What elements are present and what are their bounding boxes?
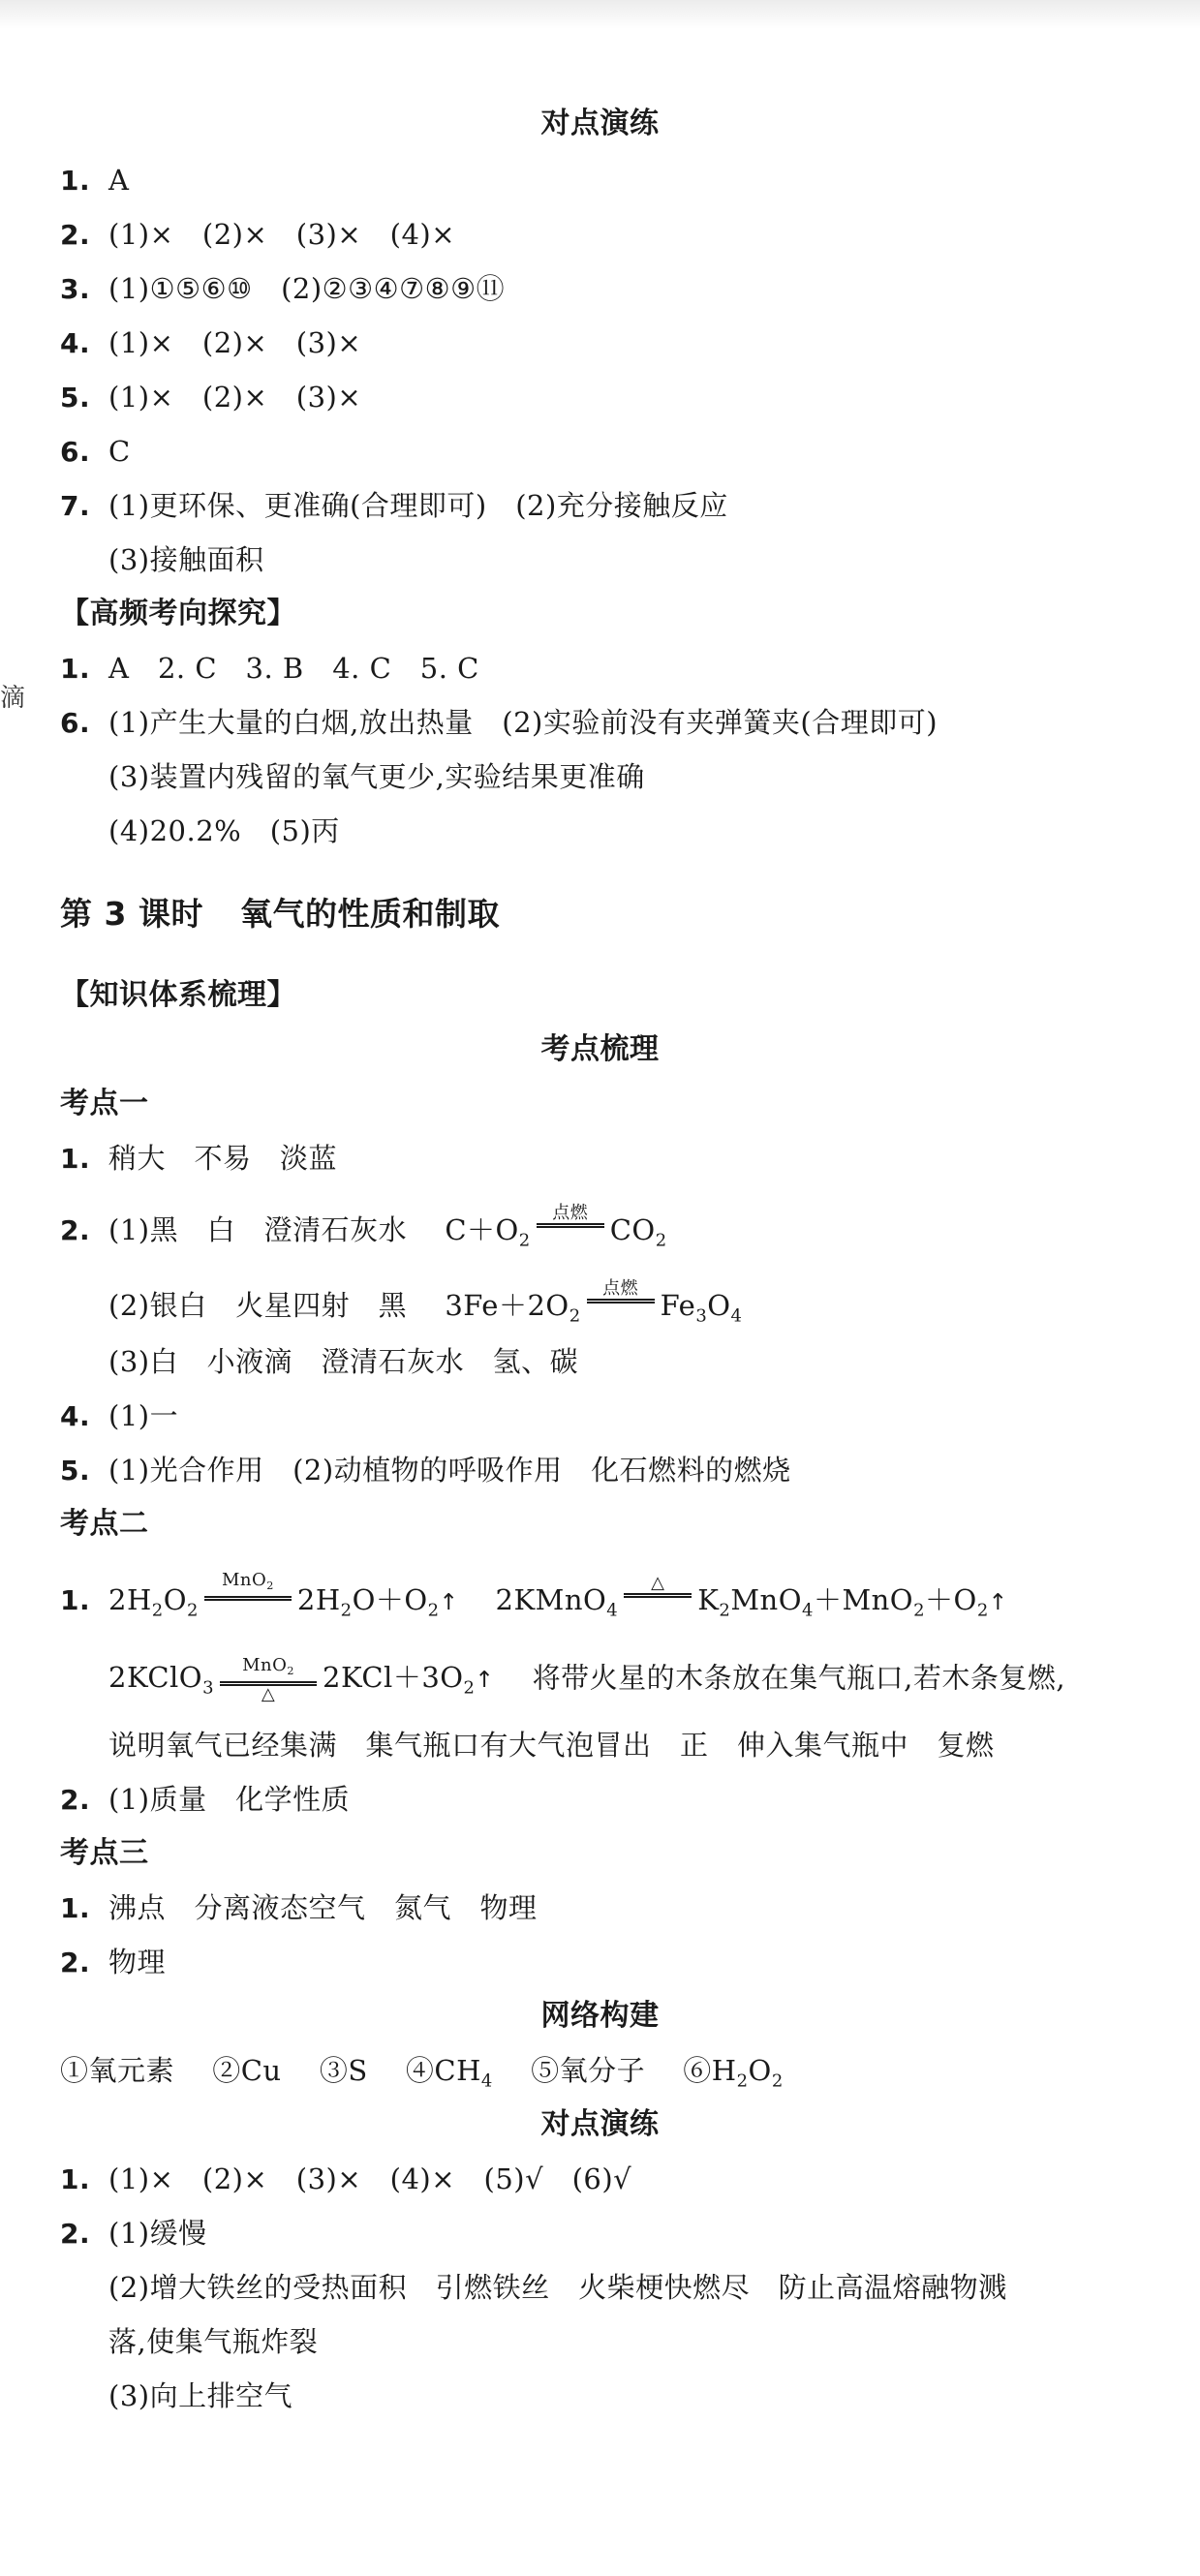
item-number: 5.: [60, 382, 91, 414]
network-item: ②Cu: [212, 2054, 282, 2087]
equation-h2o2: $2H_2O_2$ MnO$_2$ $2H_2O+O_2↑$: [108, 1570, 459, 1621]
answer-text: (1)缓慢: [108, 2217, 207, 2250]
answer-line: [60, 1451, 1171, 1490]
answer-line: [60, 1396, 1171, 1436]
equation-kmno4: 2KMnO$_4$ △ $K_2MnO_4+MnO_2+O_2↑$: [495, 1572, 1008, 1621]
reaction-condition: MnO$_2$: [204, 1571, 292, 1618]
lesson-title: 氧气的性质和制取: [239, 895, 500, 933]
answer-line: [60, 161, 1171, 200]
answer-line: [60, 215, 1171, 255]
answer-text: 将带火星的木条放在集气瓶口,若木条复燃,: [532, 1661, 1066, 1695]
answer-continuation: 落,使集气瓶炸裂: [108, 2325, 319, 2358]
answer-text: (1)一: [108, 1399, 179, 1432]
answer-line: [60, 2214, 1171, 2254]
point-heading-1: 考点一: [60, 1087, 149, 1120]
network-item: ③S: [319, 2054, 368, 2087]
answer-text: (1)× (2)× (3)×: [108, 381, 362, 414]
section-title-practice: 对点演练: [540, 107, 660, 140]
answer-line: [60, 432, 1171, 472]
network-item: ①氧元素: [60, 2054, 175, 2087]
answer-line: [60, 378, 1171, 417]
answer-line: [60, 1780, 1171, 1820]
answer-line: [60, 1888, 1171, 1928]
point-heading-2: 考点二: [60, 1507, 149, 1541]
answer-text: (1)× (2)× (3)× (4)×: [108, 218, 456, 251]
answer-text: 物理: [108, 1946, 167, 1978]
answer-continuation: (2)增大铁丝的受热面积 引燃铁丝 火柴梗快燃尽 防止高温熔融物溅: [108, 2271, 1007, 2304]
answer-text: C: [108, 435, 131, 468]
item-number: 1.: [60, 165, 91, 197]
answer-text: (1)①⑤⑥⑩ (2)②③④⑦⑧⑨⑪: [108, 272, 506, 305]
answer-continuation: (3)向上排空气: [108, 2379, 293, 2412]
item-number: 1.: [60, 653, 91, 685]
equation-kclo3: 2KClO$_3$ MnO$_2$ △ $2KCl+3O_2↑$: [108, 1655, 495, 1704]
reaction-condition: △: [624, 1574, 692, 1615]
item-number: 5.: [60, 1455, 91, 1487]
answer-line: [60, 269, 1171, 309]
item-number: 1.: [60, 1143, 91, 1175]
reaction-condition: 点燃: [587, 1279, 655, 1321]
item-number: 7.: [60, 490, 91, 522]
network-item: ⑤氧分子: [531, 2054, 646, 2087]
item-number: 4.: [60, 1400, 91, 1432]
margin-fragment: 滴: [0, 684, 26, 713]
answer-line: [60, 323, 1171, 363]
item-number: 1.: [60, 1892, 91, 1924]
answer-text: (1)产生大量的白烟,放出热量 (2)实验前没有夹弹簧夹(合理即可): [108, 706, 938, 739]
answer-line: [60, 1139, 1171, 1179]
answer-text: (1)光合作用 (2)动植物的呼吸作用 化石燃料的燃烧: [108, 1454, 791, 1487]
answer-text: (1)× (2)× (3)× (4)× (5)√ (6)√: [108, 2162, 632, 2195]
item-number: 6.: [60, 436, 91, 468]
answer-text: 稍大 不易 淡蓝: [108, 1142, 338, 1175]
section-title-practice-2: 对点演练: [540, 2107, 660, 2141]
answer-line: [60, 2160, 1171, 2199]
network-answers: [60, 2051, 1171, 2101]
answer-line: [60, 486, 1171, 526]
lesson-number: 第 3 课时: [60, 895, 203, 933]
lesson-heading: [60, 895, 1171, 934]
network-item: $⑥H_2O_2$: [683, 2054, 784, 2092]
answer-line: [60, 649, 1171, 689]
answer-text: (1)质量 化学性质: [108, 1783, 351, 1816]
item-number: 3.: [60, 273, 91, 305]
reaction-condition: MnO$_2$ △: [220, 1656, 317, 1703]
reaction-condition: 点燃: [537, 1204, 604, 1245]
equation-carbon: $C+O_2$ 点燃 $CO_2$: [445, 1202, 667, 1251]
item-number: 6.: [60, 707, 91, 739]
section-title-review: 考点梳理: [540, 1032, 660, 1066]
item-number: 2.: [60, 219, 91, 251]
item-number: 2.: [60, 1214, 91, 1246]
answer-text: A: [108, 164, 130, 197]
answer-continuation: (3)接触面积: [108, 543, 264, 576]
section-heading-knowledge: 【知识体系梳理】: [60, 978, 296, 1012]
answer-text: 沸点 分离液态空气 氮气 物理: [108, 1891, 538, 1924]
answer-line-equation: [60, 1656, 1171, 1708]
item-number: 1.: [60, 1584, 91, 1617]
equation-iron: $3Fe+2O_2$ 点燃 $Fe_3O_4$: [445, 1277, 743, 1327]
item-number: 2.: [60, 1947, 91, 1978]
answer-line: [60, 703, 1171, 743]
item-number: 2.: [60, 1784, 91, 1816]
network-item: $④CH_4$: [405, 2054, 493, 2092]
item-number: 1.: [60, 2163, 91, 2195]
answer-text: (1)黑 白 澄清石灰水: [108, 1213, 408, 1246]
answer-text: (2)银白 火星四射 黑: [108, 1289, 408, 1322]
answer-continuation: 说明氧气已经集满 集气瓶口有大气泡冒出 正 伸入集气瓶中 复燃: [108, 1729, 995, 1762]
item-number: 2.: [60, 2218, 91, 2250]
answer-continuation: (4)20.2% (5)丙: [108, 814, 340, 847]
answer-continuation: (3)装置内残留的氧气更少,实验结果更准确: [108, 760, 645, 793]
answer-line-equation: [60, 1570, 1171, 1631]
answer-continuation: (3)白 小液滴 澄清石灰水 氢、碳: [108, 1345, 579, 1378]
answer-text: (1)× (2)× (3)×: [108, 326, 362, 359]
section-heading-exploration: 【高频考向探究】: [60, 597, 296, 630]
item-number: 4.: [60, 327, 91, 359]
answer-line: [60, 1943, 1171, 1982]
point-heading-3: 考点三: [60, 1836, 149, 1870]
section-title-network: 网络构建: [540, 1999, 660, 2033]
answer-text: A 2. C 3. B 4. C 5. C: [108, 652, 479, 685]
answer-line-equation: [60, 1202, 1171, 1260]
answer-text: (1)更环保、更准确(合理即可) (2)充分接触反应: [108, 489, 728, 522]
answer-line-equation: [60, 1277, 1171, 1335]
